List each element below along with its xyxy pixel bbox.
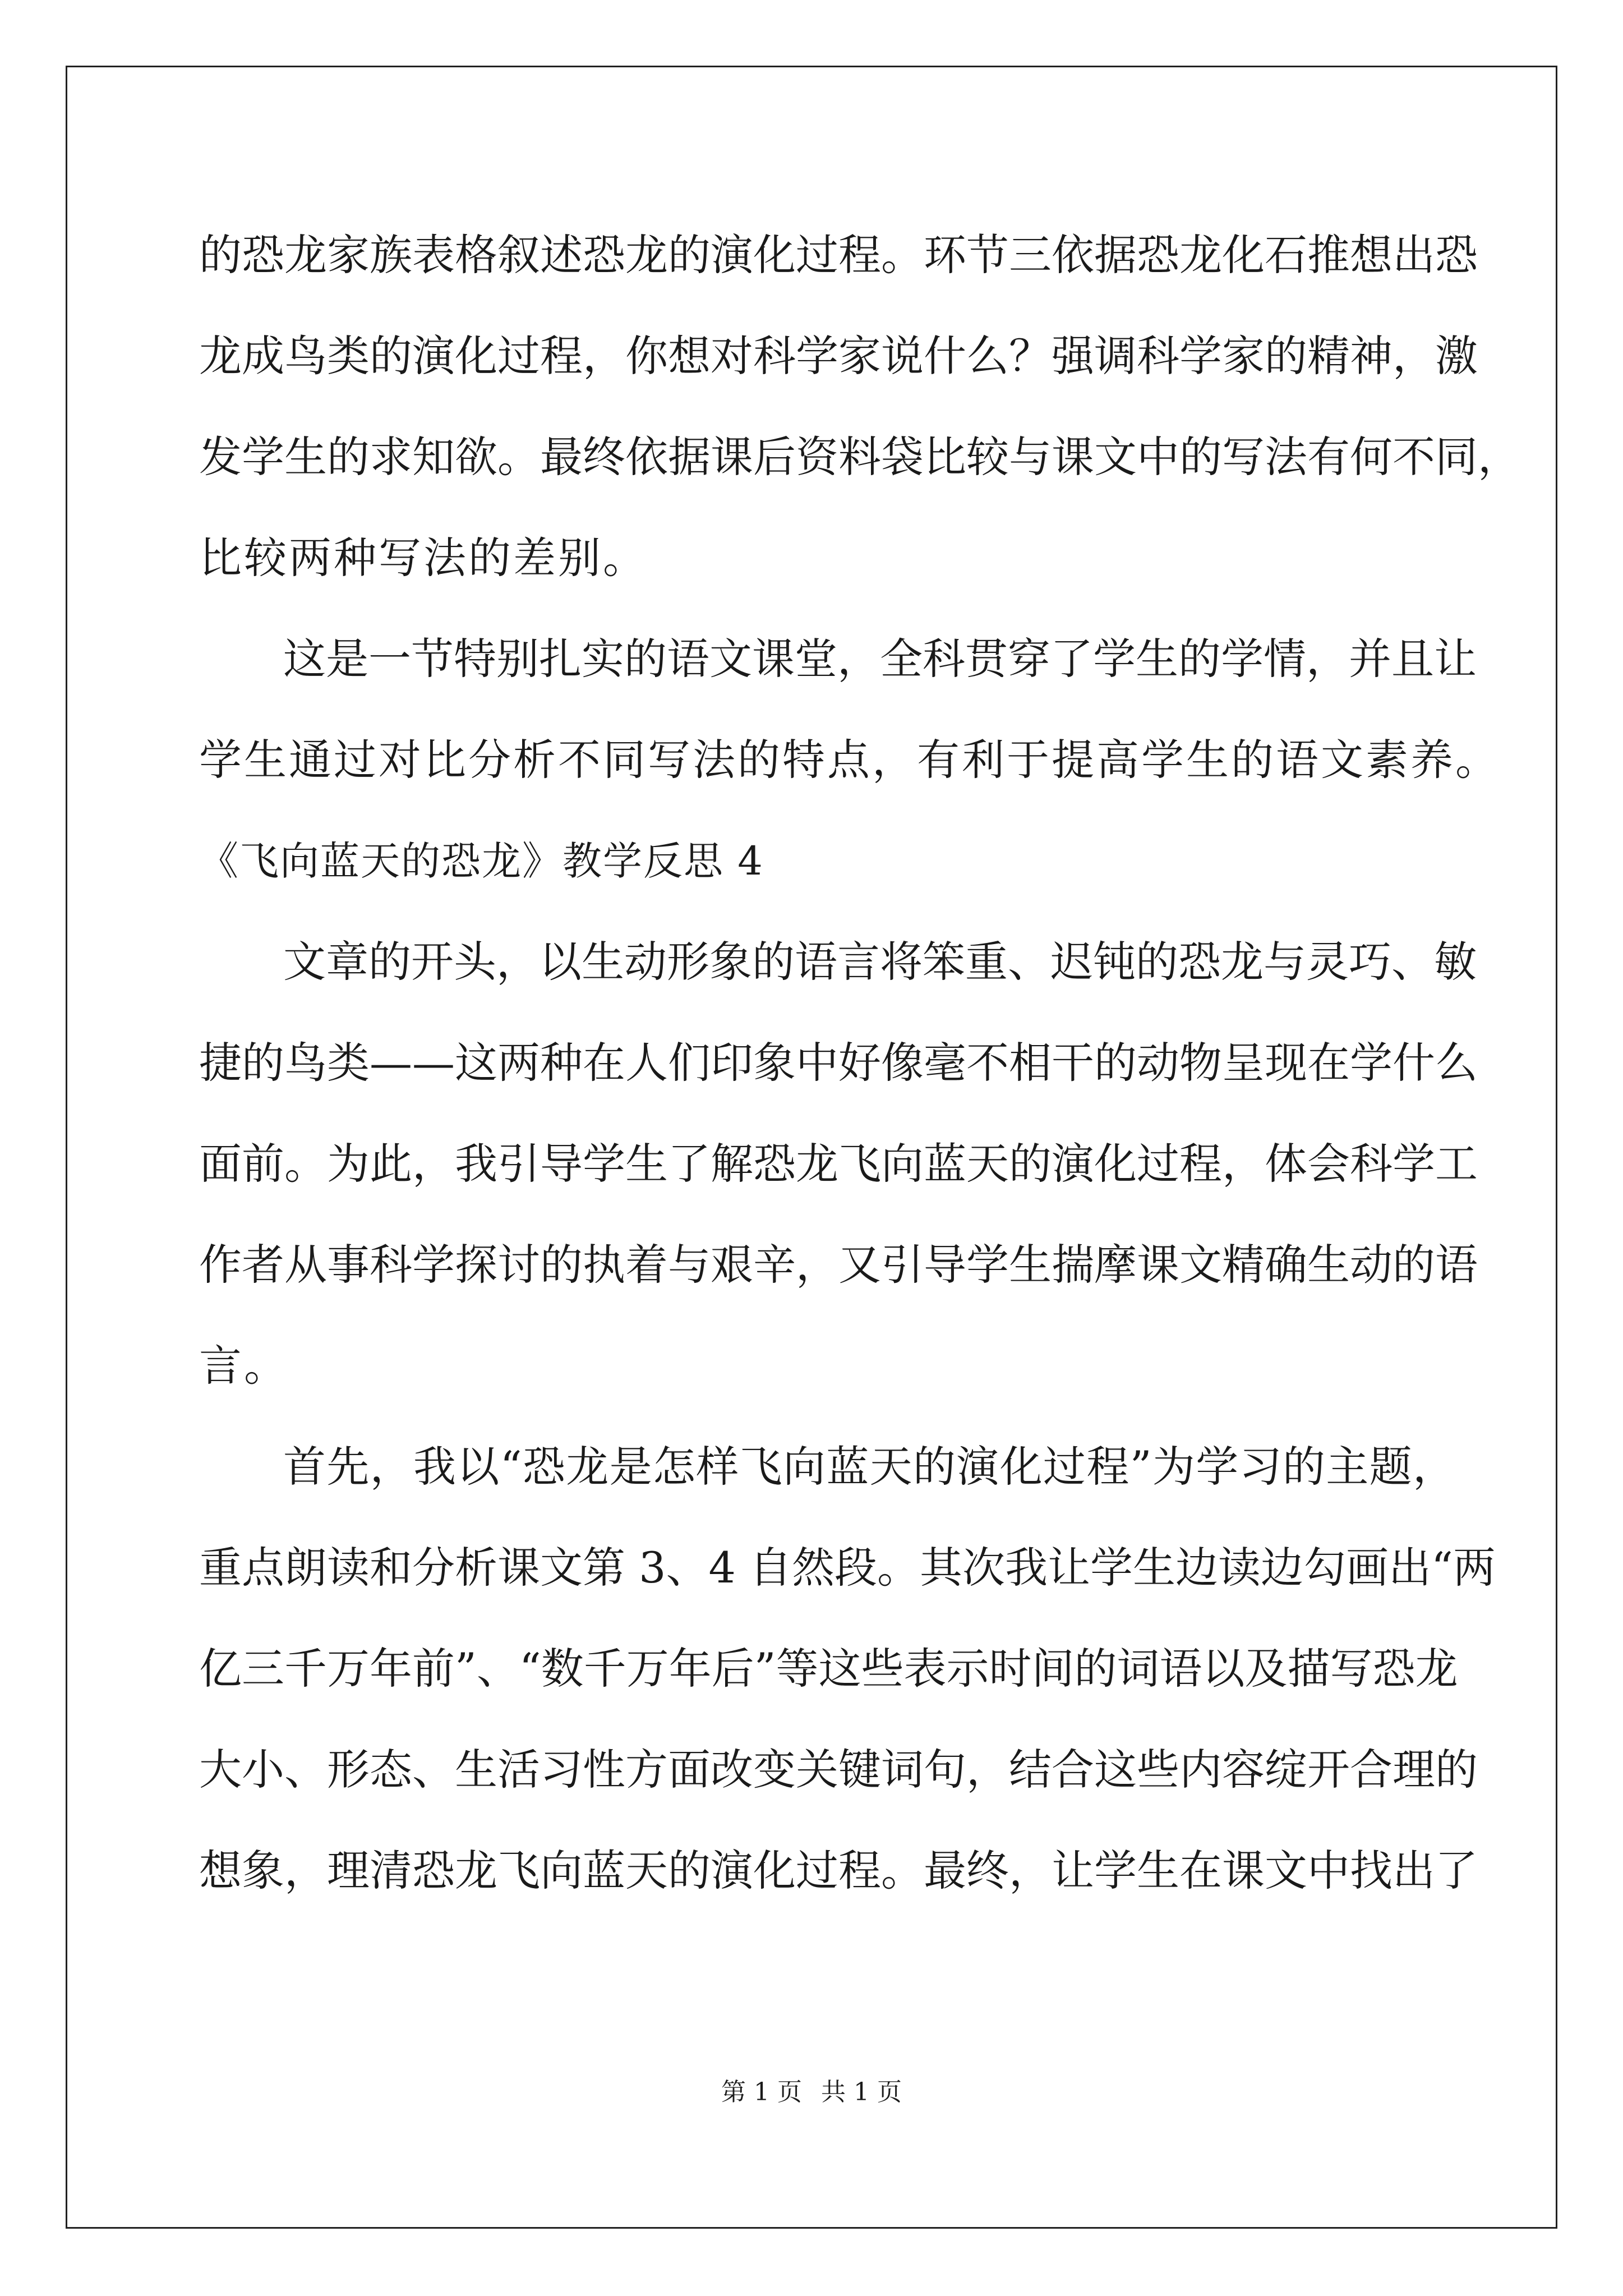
section-heading: 《飞向蓝天的恐龙》教学反思 4: [199, 838, 764, 884]
paragraph-line: 捷的鸟类——这两种在人们印象中好像毫不相干的动物呈现在学什么: [199, 1038, 1478, 1088]
paragraph-line: 大小、形态、生活习性方面改变关键词句，结合这些内容绽开合理的: [199, 1745, 1478, 1795]
paragraph-line: 重点朗读和分析课文第 3、4 自然段。其次我让学生边读边勾画出“两: [199, 1543, 1496, 1593]
paragraph-line: 言。: [199, 1341, 289, 1391]
paragraph-line: 想象，理清恐龙飞向蓝天的演化过程。最终，让学生在课文中找出了: [199, 1846, 1478, 1895]
paragraph-line: 学生通过对比分析不同写法的特点，有利于提高学生的语文素养。: [199, 735, 1500, 785]
page-footer: [0, 2076, 1623, 2109]
paragraph-line: 发学生的求知欲。最终依据课后资料袋比较与课文中的写法有何不同，: [199, 432, 1520, 482]
paragraph-line: 作者从事科学探讨的执着与艰辛，又引导学生揣摩课文精确生动的语: [199, 1240, 1478, 1290]
page-total: 共 1 页: [821, 2078, 902, 2106]
paragraph-line: 龙成鸟类的演化过程，你想对科学家说什么？强调科学家的精神，激: [199, 331, 1478, 381]
paragraph-line: 的恐龙家族表格叙述恐龙的演化过程。环节三依据恐龙化石推想出恐: [199, 230, 1478, 280]
paragraph-line: 面前。为此，我引导学生了解恐龙飞向蓝天的演化过程，体会科学工: [199, 1139, 1478, 1189]
paragraph-line: 首先，我以“恐龙是怎样飞向蓝天的演化过程”为学习的主题，: [283, 1442, 1455, 1492]
paragraph-line: 文章的开头，以生动形象的语言将笨重、迟钝的恐龙与灵巧、敏: [283, 937, 1477, 987]
paragraph-line: 这是一节特别扎实的语文课堂，全科贯穿了学生的学情，并且让: [283, 634, 1477, 684]
page-number: 第 1 页: [721, 2078, 802, 2106]
paragraph-line: 亿三千万年前”、“数千万年后”等这些表示时间的词语以及描写恐龙: [199, 1644, 1458, 1694]
paragraph-line: 比较两种写法的差别。: [199, 533, 648, 583]
